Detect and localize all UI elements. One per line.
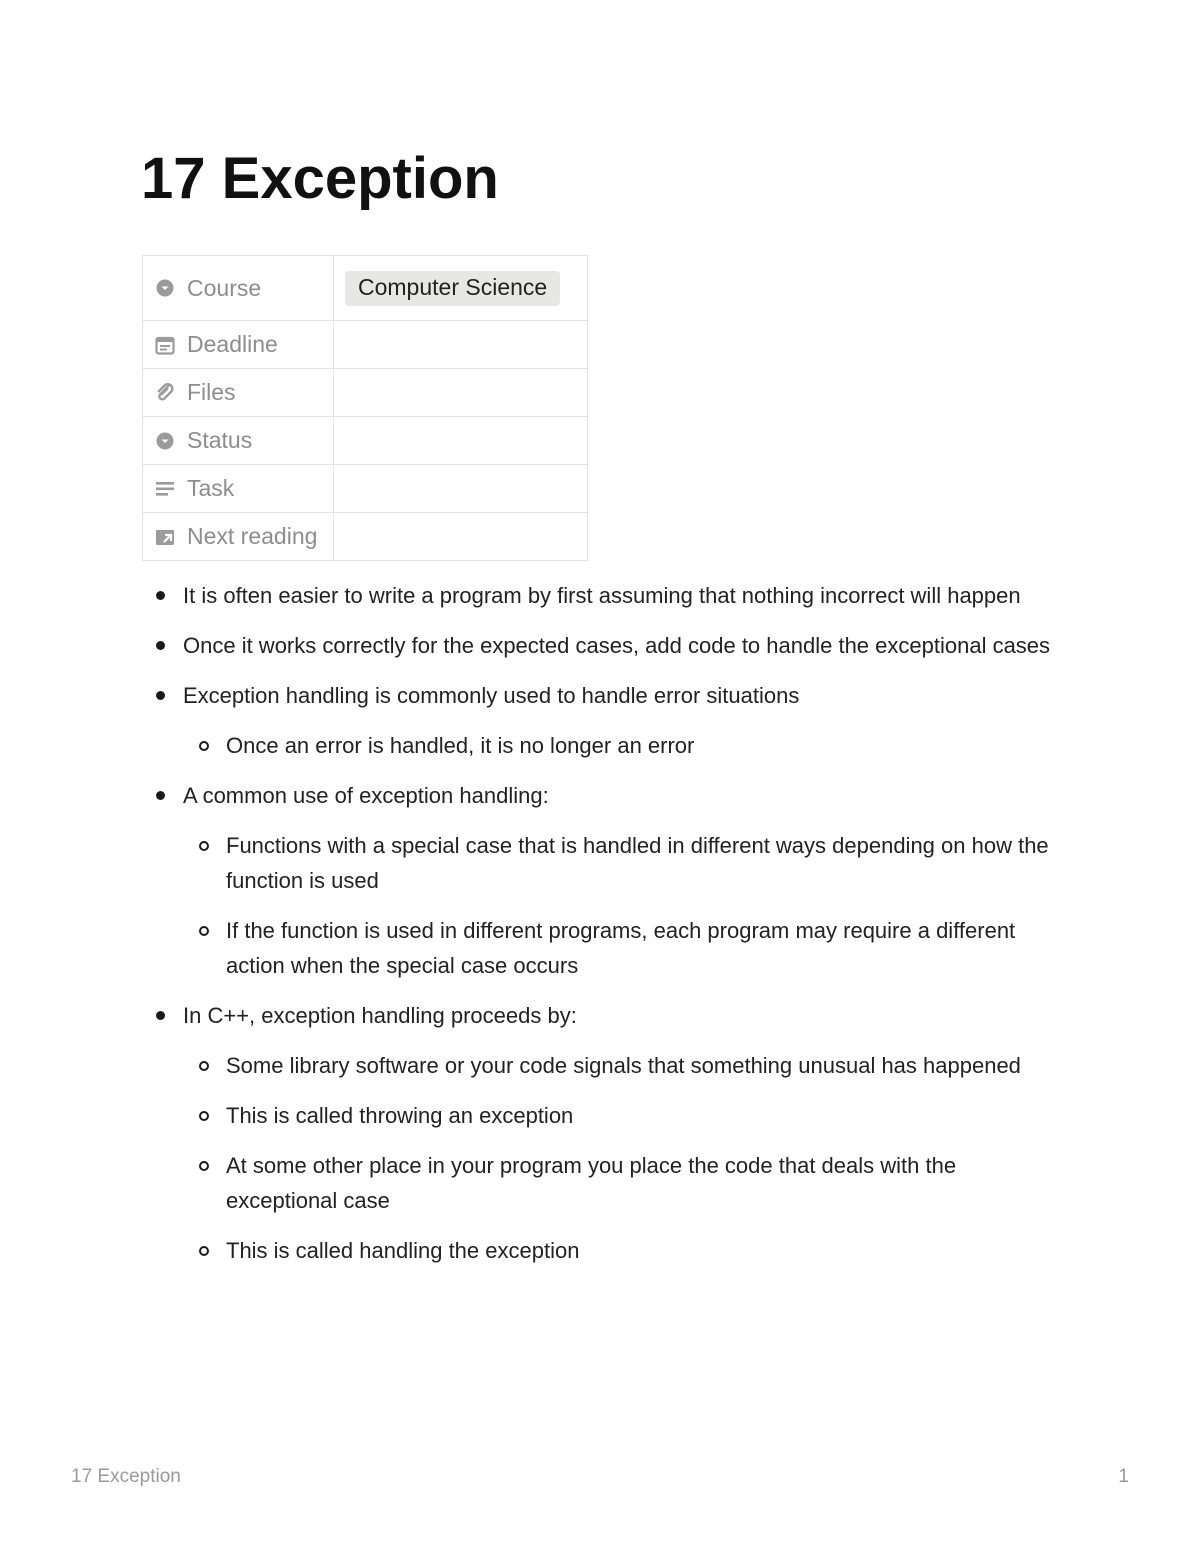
bullet-dot-icon: [156, 641, 165, 650]
property-label-next-reading: Next reading: [187, 523, 318, 549]
property-row-files[interactable]: [143, 369, 588, 417]
bullet-circle-icon: [199, 741, 209, 751]
property-label-course: Course: [187, 274, 262, 301]
page-number: 1: [1118, 1466, 1129, 1487]
property-label-files: Files: [187, 379, 236, 405]
property-value-cell[interactable]: [334, 321, 588, 369]
sub-bullet-item: [155, 828, 1055, 898]
property-row-course[interactable]: [143, 256, 588, 321]
bullet-text: This is called handling the exception: [226, 1238, 580, 1263]
property-row-status[interactable]: [143, 417, 588, 465]
bullet-item: [155, 628, 1055, 663]
bullet-dot-icon: [156, 1011, 165, 1020]
bullet-circle-icon: [199, 1161, 209, 1171]
bullet-text: In C++, exception handling proceeds by:: [183, 1003, 577, 1028]
sub-bullet-item: [155, 728, 1055, 763]
footer-title: 17 Exception: [71, 1466, 181, 1487]
bullet-circle-icon: [199, 841, 209, 851]
bullet-text: Once an error is handled, it is no longer an error: [226, 733, 695, 758]
bullet-circle-icon: [199, 926, 209, 936]
bullet-circle-icon: [199, 1061, 209, 1071]
status-circle-icon: [155, 431, 175, 451]
properties-table: [142, 255, 588, 561]
property-row-deadline[interactable]: [143, 321, 588, 369]
bullet-item: [155, 678, 1055, 713]
property-row-task[interactable]: [143, 465, 588, 513]
bullet-item: [155, 778, 1055, 813]
sub-bullet-item: [155, 1148, 1055, 1218]
bullet-item: [155, 578, 1055, 613]
bullet-text: Once it works correctly for the expected cases, add code to handle the exceptional cases: [183, 633, 1051, 658]
bullet-circle-icon: [199, 1246, 209, 1256]
paperclip-icon: [155, 383, 175, 403]
bullet-text: Exception handling is commonly used to handle error situations: [183, 683, 800, 708]
property-value-cell[interactable]: [334, 417, 588, 465]
property-name-cell: [143, 465, 334, 513]
property-value-cell[interactable]: [334, 256, 588, 321]
text-lines-icon: [155, 479, 175, 499]
property-label-status: Status: [187, 427, 253, 453]
bullet-text: If the function is used in different programs, each program may require a different action when the special case occurs: [226, 918, 1016, 978]
bullet-text: At some other place in your program you place the code that deals with the exceptional case: [226, 1153, 957, 1213]
bullet-circle-icon: [199, 1111, 209, 1121]
property-label-task: Task: [187, 475, 235, 501]
bullet-dot-icon: [156, 791, 165, 800]
property-name-cell: [143, 256, 334, 321]
property-value-cell[interactable]: [334, 513, 588, 561]
property-value-cell[interactable]: [334, 369, 588, 417]
bullet-text: Functions with a special case that is handled in different ways depending on how the function is used: [226, 833, 1049, 893]
property-name-cell: [143, 417, 334, 465]
sub-bullet-item: [155, 913, 1055, 983]
property-name-cell: [143, 513, 334, 561]
property-name-cell: [143, 321, 334, 369]
property-name-cell: [143, 369, 334, 417]
select-circle-icon: [155, 278, 175, 298]
bullet-text: This is called throwing an exception: [226, 1103, 574, 1128]
bullet-list: [155, 578, 1055, 1283]
bullet-text: It is often easier to write a program by first assuming that nothing incorrect will happen: [183, 583, 1021, 608]
sub-bullet-item: [155, 1233, 1055, 1268]
sub-bullet-item: [155, 1048, 1055, 1083]
relation-arrow-icon: [155, 527, 175, 547]
sub-bullet-item: [155, 1098, 1055, 1133]
course-tag[interactable]: Computer Science: [345, 271, 560, 306]
property-value-cell[interactable]: [334, 465, 588, 513]
bullet-dot-icon: [156, 591, 165, 600]
bullet-text: A common use of exception handling:: [183, 783, 549, 808]
page-title: 17 Exception: [141, 146, 499, 211]
calendar-icon: [155, 335, 175, 355]
bullet-dot-icon: [156, 691, 165, 700]
bullet-item: [155, 998, 1055, 1033]
property-label-deadline: Deadline: [187, 331, 278, 357]
property-row-next-reading[interactable]: [143, 513, 588, 561]
bullet-text: Some library software or your code signals that something unusual has happened: [226, 1053, 1021, 1078]
